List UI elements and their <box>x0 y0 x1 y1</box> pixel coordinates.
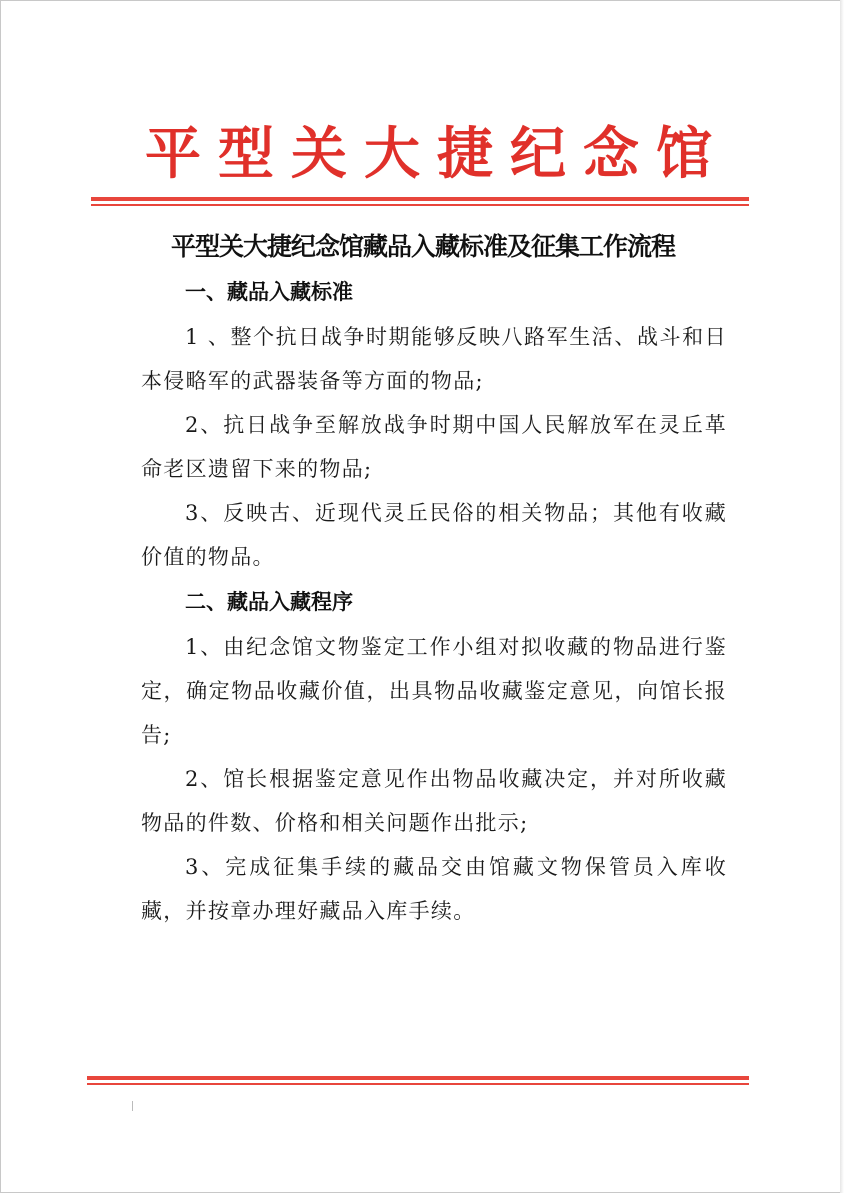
letterhead-title: 平型关大捷纪念馆 <box>145 121 729 187</box>
page-edge-shadow <box>840 0 844 1193</box>
section-heading-standards: 一、藏品入藏标准 <box>185 280 353 304</box>
footer-divider-thick <box>87 1076 749 1080</box>
footer-divider-thin <box>87 1083 749 1085</box>
scan-mark <box>132 1101 133 1111</box>
section-heading-procedure: 二、藏品入藏程序 <box>185 590 353 614</box>
standards-item-3: 3、反映古、近现代灵丘民俗的相关物品；其他有收藏价值的物品。 <box>141 501 727 569</box>
standards-item-2: 2、抗日战争至解放战争时期中国人民解放军在灵丘革命老区遗留下来的物品; <box>141 413 727 481</box>
procedure-item-1: 1、由纪念馆文物鉴定工作小组对拟收藏的物品进行鉴定，确定物品收藏价值，出具物品收藏鉴定意见，向馆长报告; <box>141 635 727 747</box>
procedure-item-3: 3、完成征集手续的藏品交由馆藏文物保管员入库收藏，并按章办理好藏品入库手续。 <box>141 855 727 923</box>
letterhead-divider-thin <box>91 204 749 206</box>
letterhead-divider-thick <box>91 197 749 201</box>
standards-item-1: 1 、整个抗日战争时期能够反映八路军生活、战斗和日本侵略军的武器装备等方面的物品; <box>141 325 727 393</box>
procedure-item-2: 2、馆长根据鉴定意见作出物品收藏决定，并对所收藏物品的件数、价格和相关问题作出批示; <box>141 767 727 835</box>
document-title: 平型关大捷纪念馆藏品入藏标准及征集工作流程 <box>170 232 675 261</box>
